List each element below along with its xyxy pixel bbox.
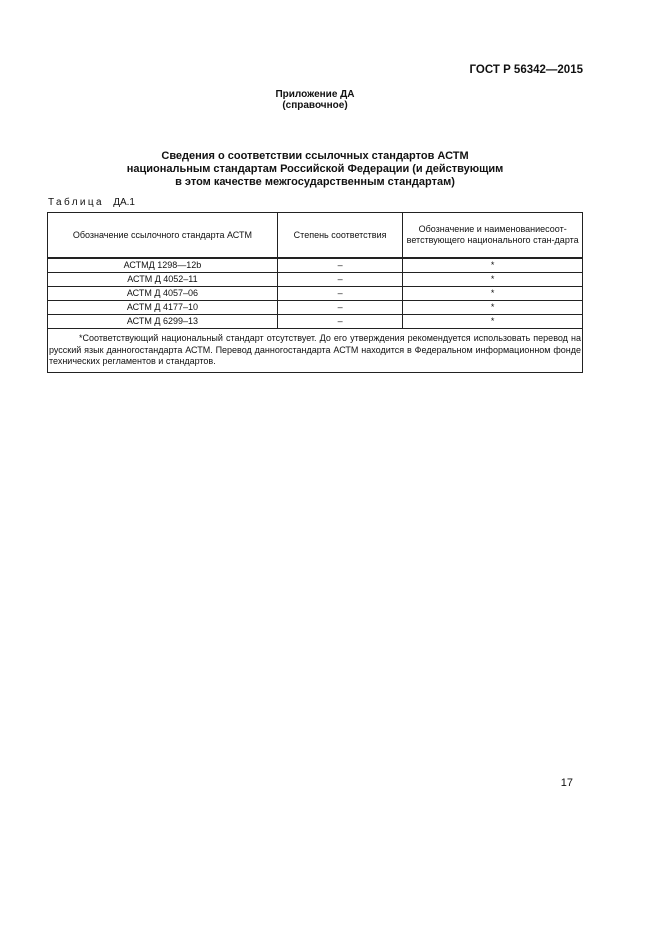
- cell-degree: –: [277, 315, 402, 329]
- cell-designation: АСТМД 1298—12b: [48, 258, 278, 273]
- cell-national: *: [403, 301, 583, 315]
- section-heading: [0, 150, 630, 189]
- standard-id: ГОСТ Р 56342—2015: [469, 64, 583, 76]
- heading-line: национальным стандартам Российской Федерации (и действующим: [126, 163, 504, 175]
- cell-designation: АСТМ Д 4052–11: [48, 273, 278, 287]
- correspondence-table: [47, 212, 583, 373]
- cell-national: *: [403, 258, 583, 273]
- cell-degree: –: [277, 258, 402, 273]
- heading-line: в этом качестве межгосударственным стандартам): [175, 176, 455, 188]
- table-row: [48, 315, 583, 329]
- table-caption-number: ДА.1: [113, 197, 135, 208]
- cell-national: *: [403, 315, 583, 329]
- annex-subtitle: (справочное): [282, 100, 348, 111]
- annex-title: Приложение ДА: [275, 89, 355, 100]
- page-number: 17: [560, 777, 573, 789]
- table-footnote-row: [48, 329, 583, 373]
- table-row: [48, 287, 583, 301]
- cell-designation: АСТМ Д 4057–06: [48, 287, 278, 301]
- cell-degree: –: [277, 301, 402, 315]
- cell-national: *: [403, 287, 583, 301]
- table-caption-prefix: Таблица: [48, 197, 105, 208]
- table-row: [48, 273, 583, 287]
- table-footnote: *Соответствующий национальный стандарт отсутствует. До его утверждения рекомендуется использовать перевод на русский язык данногостандарта АСТМ. Перевод данногостандарта АСТМ находится в Федеральном информационном фонде технических регламентов и стандартов.: [49, 333, 581, 366]
- table-footnote-cell: [48, 329, 583, 373]
- table-row: [48, 258, 583, 273]
- header-astm-designation: Обозначение ссылочного стандарта АСТМ: [48, 213, 278, 259]
- cell-national: *: [403, 273, 583, 287]
- header-national-standard: Обозначение и наименованиесоот-ветствующего национального стан-дарта: [403, 213, 583, 259]
- cell-degree: –: [277, 287, 402, 301]
- table-header-row: [48, 213, 583, 259]
- table-caption: [48, 197, 135, 208]
- table-row: [48, 301, 583, 315]
- header-degree-of-conformity: Степень соответствия: [277, 213, 402, 259]
- cell-degree: –: [277, 273, 402, 287]
- cell-designation: АСТМ Д 6299–13: [48, 315, 278, 329]
- heading-line: Сведения о соответствии ссылочных стандартов АСТМ: [161, 150, 469, 162]
- cell-designation: АСТМ Д 4177–10: [48, 301, 278, 315]
